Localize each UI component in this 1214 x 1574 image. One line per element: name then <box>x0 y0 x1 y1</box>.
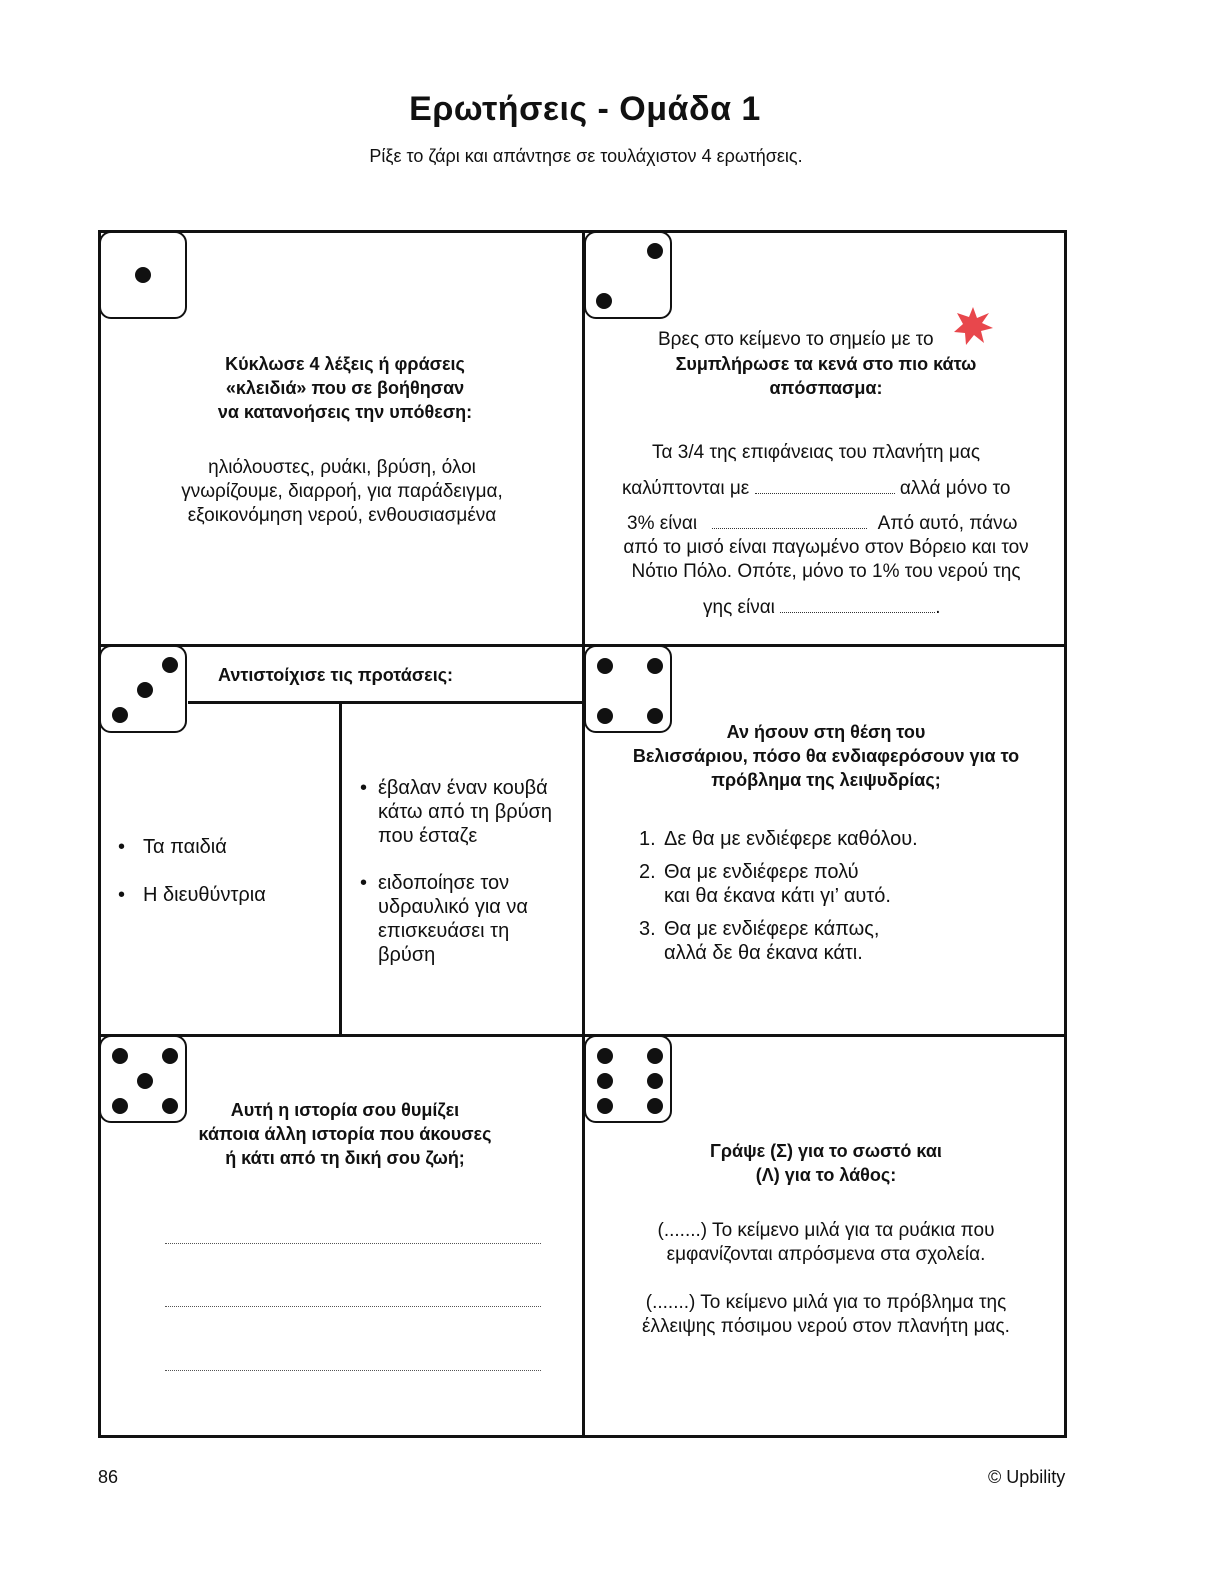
match-right-line: υδραυλικό για να <box>378 896 528 918</box>
match-right-line: ειδοποίησε τον <box>378 872 510 894</box>
grid-row-divider-2 <box>98 1034 1067 1037</box>
statement-line: έλλειψης πόσιμου νερού στον πλανήτη μας. <box>642 1316 1010 1337</box>
cell2-l3-end: Από αυτό, πάνω <box>877 513 1018 534</box>
bullet-dot: • <box>118 836 126 858</box>
answer-line[interactable] <box>165 1370 541 1371</box>
cell6-heading-line: (Λ) για το λάθος: <box>755 1165 897 1185</box>
bullet-dot: • <box>360 872 368 894</box>
option-line: Δε θα με ενδιέφερε καθόλου. <box>664 828 918 850</box>
option-number: 2. <box>639 861 656 883</box>
cell6-heading-line: Γράψε (Σ) για το σωστό και <box>710 1141 942 1161</box>
match-right-line: έβαλαν έναν κουβά <box>378 777 548 799</box>
cell1-heading-line: να κατανοήσεις την υπόθεση: <box>217 402 473 422</box>
cell1-heading-line: Κύκλωσε 4 λέξεις ή φράσεις <box>225 354 465 374</box>
cell2-text-line-2 <box>622 477 1010 501</box>
cell4-heading-line: Αν ήσουν στη θέση του <box>726 722 926 742</box>
statement-line: (.......) Το κείμενο μιλά για το πρόβλημα της <box>645 1292 1007 1313</box>
cell6-heading <box>586 1139 1066 1187</box>
die-two-icon <box>584 231 672 319</box>
option-line: Θα με ενδιέφερε πολύ <box>664 861 859 883</box>
match-right-line: επισκευάσει τη <box>378 920 510 942</box>
cell1-heading <box>110 352 580 424</box>
page-subtitle: Ρίξε το ζάρι και απάντησε σε τουλάχιστον 4 ερωτήσεις. <box>369 146 803 166</box>
blank-field[interactable] <box>755 493 895 494</box>
statement-line: εμφανίζονται απρόσμενα στα σχολεία. <box>666 1244 986 1265</box>
option-text <box>664 917 879 965</box>
cell4-heading-line: πρόβλημα της λειψυδρίας; <box>711 770 941 790</box>
cell5-heading-line: Αυτή η ιστορία σου θυμίζει <box>230 1100 460 1120</box>
cell3-heading: Αντιστοίχισε τις προτάσεις: <box>218 665 454 685</box>
copyright: © Upbility <box>988 1467 1066 1487</box>
bullet-dot: • <box>118 884 126 906</box>
grid-row-divider-1 <box>98 644 1067 647</box>
match-right-item <box>378 871 528 967</box>
match-right-line: βρύση <box>378 944 436 966</box>
match-left-item: Η διευθύντρια <box>143 884 266 906</box>
cell5-heading-line: κάποια άλλη ιστορία που άκουσες <box>198 1124 492 1144</box>
die-one-icon <box>99 231 187 319</box>
page-title: Ερωτήσεις - Ομάδα 1 <box>409 90 761 128</box>
grid-vertical-divider <box>582 230 585 1438</box>
match-left-item: Τα παιδιά <box>143 836 227 858</box>
cell1-words-line: ηλιόλουστες, ρυάκι, βρύση, όλοι <box>208 457 476 478</box>
page-number: 86 <box>98 1467 119 1487</box>
blank-field[interactable] <box>712 528 867 529</box>
cell2-l6-start: γης είναι <box>703 597 775 618</box>
cell2-text-line-4: από το μισό είναι παγωμένο στον Βόρειο και τον <box>623 537 1029 558</box>
cell2-text-line-5: Νότιο Πόλο. Οπότε, μόνο το 1% του νερού της <box>631 561 1021 582</box>
cell1-words-line: γνωρίζουμε, διαρροή, για παράδειγμα, <box>181 481 503 502</box>
true-false-statement <box>586 1219 1066 1267</box>
match-right-item <box>378 776 552 848</box>
cell2-text-line-3 <box>627 512 1017 536</box>
cell2-l3-start: 3% είναι <box>627 513 698 534</box>
option-line: αλλά δε θα έκανα κάτι. <box>664 942 863 964</box>
cell4-heading <box>586 720 1066 792</box>
cell2-text-line-6 <box>703 596 940 620</box>
cell2-heading-line: απόσπασμα: <box>769 378 883 398</box>
die-six-icon <box>584 1035 672 1123</box>
cell1-words-line: εξοικονόμηση νερού, ενθουσιασμένα <box>187 505 497 526</box>
die-three-icon <box>99 645 187 733</box>
cell4-heading-line: Βελισσάριου, πόσο θα ενδιαφερόσουν για το <box>632 746 1020 766</box>
answer-line[interactable] <box>165 1306 541 1307</box>
statement-line: (.......) Το κείμενο μιλά για τα ρυάκια που <box>657 1220 995 1241</box>
match-column-divider <box>339 703 342 1036</box>
star-shape <box>954 307 993 345</box>
match-heading-underline <box>188 701 584 704</box>
star-icon <box>952 305 994 347</box>
option-text <box>664 827 918 851</box>
bullet-dot: • <box>360 777 368 799</box>
option-number: 3. <box>639 918 656 940</box>
cell2-intro: Βρες στο κείμενο το σημείο με το <box>658 329 934 350</box>
match-right-line: που έσταζε <box>378 825 478 847</box>
cell2-l2-end: αλλά μόνο το <box>899 478 1011 499</box>
cell2-heading-line: Συμπλήρωσε τα κενά στο πιο κάτω <box>675 354 977 374</box>
cell2-text-line-1: Τα 3/4 της επιφάνειας του πλανήτη μας <box>652 442 980 463</box>
option-number: 1. <box>639 828 656 850</box>
blank-field[interactable] <box>780 612 935 613</box>
cell5-heading-line: ή κάτι από τη δική σου ζωή; <box>225 1148 465 1168</box>
cell1-heading-line: «κλειδιά» που σε βοήθησαν <box>225 378 465 398</box>
option-text <box>664 860 891 908</box>
cell2-l2-start: καλύπτονται με <box>622 478 750 499</box>
option-line: και θα έκανα κάτι γι’ αυτό. <box>664 885 891 907</box>
answer-line[interactable] <box>165 1243 541 1244</box>
cell5-heading <box>110 1098 580 1170</box>
option-line: Θα με ενδιέφερε κάπως, <box>664 918 880 940</box>
cell1-word-list <box>100 456 584 528</box>
cell2-l6-period: . <box>935 597 941 618</box>
true-false-statement <box>586 1291 1066 1339</box>
cell2-heading <box>586 352 1066 400</box>
match-right-line: κάτω από τη βρύση <box>378 801 553 823</box>
